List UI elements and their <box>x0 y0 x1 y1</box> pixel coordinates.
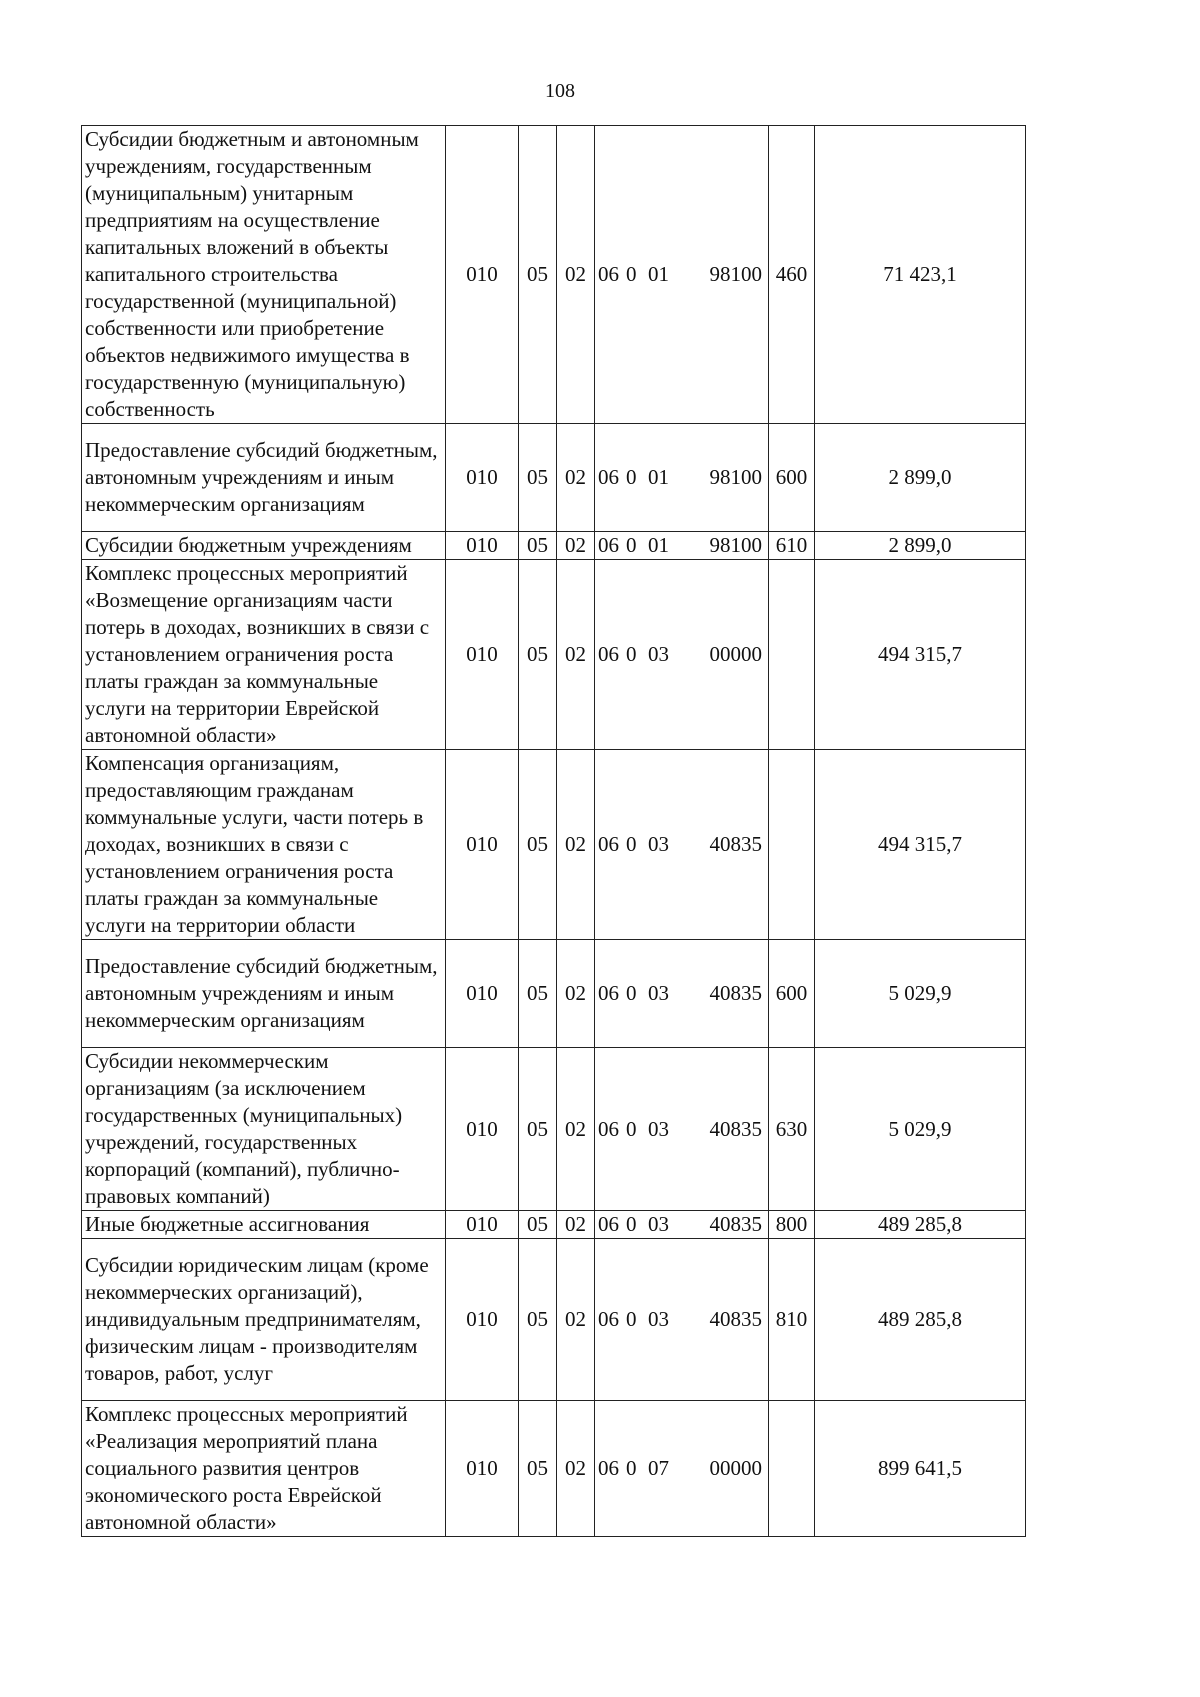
table-row <box>82 1239 1026 1401</box>
target-type-code: 0 <box>626 1212 637 1236</box>
table-row <box>82 1401 1026 1537</box>
subsection-code: 02 <box>557 424 595 532</box>
target-complex-code: 03 <box>648 832 669 856</box>
table-row <box>82 424 1026 532</box>
row-name: Субсидии некоммерческим организациям (за исключением государственных (муниципальных) учреждений, государственных корпораций (компаний), публично-правовых компаний) <box>82 1048 446 1211</box>
target-direction-code: 40835 <box>709 1307 762 1331</box>
target-complex-code: 03 <box>648 1212 669 1236</box>
ministry-code: 010 <box>446 1211 519 1239</box>
ministry-code: 010 <box>446 424 519 532</box>
row-name: Субсидии бюджетным учреждениям <box>82 532 446 560</box>
target-program-code: 06 <box>598 1307 619 1331</box>
table-row <box>82 126 1026 424</box>
target-article-code <box>595 750 769 940</box>
target-type-code: 0 <box>626 1116 637 1141</box>
row-name: Субсидии бюджетным и автономным учреждениям, государственным (муниципальным) унитарным предприятиям на осуществление капитальных вложений в объекты капитального строительства государственной (муниципальной) собственности или приобретение объектов недвижимого имущества в государственную (муниципальную) собственность <box>82 126 446 424</box>
row-name: Иные бюджетные ассигнования <box>82 1211 446 1239</box>
target-article-code <box>595 532 769 560</box>
expense-type-code: 630 <box>769 1048 815 1211</box>
subsection-code: 02 <box>557 1401 595 1537</box>
amount: 5 029,9 <box>815 940 1026 1048</box>
target-program-code: 06 <box>598 465 619 489</box>
target-program-code: 06 <box>598 1456 619 1480</box>
target-article-code <box>595 560 769 750</box>
target-complex-code: 01 <box>648 533 669 557</box>
subsection-code: 02 <box>557 1211 595 1239</box>
subsection-code: 02 <box>557 1048 595 1211</box>
section-code: 05 <box>519 940 557 1048</box>
row-name: Предоставление субсидий бюджетным, автономным учреждениям и иным некоммерческим организациям <box>82 424 446 532</box>
target-article-code <box>595 1239 769 1401</box>
target-type-code: 0 <box>626 465 637 489</box>
target-direction-code: 98100 <box>709 465 762 489</box>
section-code: 05 <box>519 126 557 424</box>
target-direction-code: 00000 <box>709 1456 762 1480</box>
target-complex-code: 03 <box>648 981 669 1005</box>
section-code: 05 <box>519 424 557 532</box>
subsection-code: 02 <box>557 750 595 940</box>
row-name: Субсидии юридическим лицам (кроме некоммерческих организаций), индивидуальным предпринимателям, физическим лицам - производителям товаров, работ, услуг <box>82 1239 446 1401</box>
row-name: Комплекс процессных мероприятий «Реализация мероприятий плана социального развития центров экономического роста Еврейской автономной области» <box>82 1401 446 1537</box>
target-type-code: 0 <box>626 1456 637 1480</box>
target-program-code: 06 <box>598 642 619 666</box>
target-program-code: 06 <box>598 981 619 1005</box>
amount: 489 285,8 <box>815 1211 1026 1239</box>
section-code: 05 <box>519 560 557 750</box>
target-type-code: 0 <box>626 981 637 1005</box>
expense-type-code: 800 <box>769 1211 815 1239</box>
expense-type-code: 600 <box>769 424 815 532</box>
target-article-code <box>595 940 769 1048</box>
amount: 494 315,7 <box>815 750 1026 940</box>
target-program-code: 06 <box>598 533 619 557</box>
subsection-code: 02 <box>557 532 595 560</box>
ministry-code: 010 <box>446 1048 519 1211</box>
target-program-code: 06 <box>598 1212 619 1236</box>
ministry-code: 010 <box>446 1239 519 1401</box>
section-code: 05 <box>519 532 557 560</box>
row-name: Компенсация организациям, предоставляющим гражданам коммунальные услуги, части потерь в доходах, возникших в связи с установлением ограничения роста платы граждан за коммунальные услуги на территории области <box>82 750 446 940</box>
target-program-code: 06 <box>598 262 619 286</box>
target-article-code <box>595 424 769 532</box>
target-type-code: 0 <box>626 533 637 557</box>
target-complex-code: 03 <box>648 1307 669 1331</box>
ministry-code: 010 <box>446 1401 519 1537</box>
amount: 2 899,0 <box>815 424 1026 532</box>
amount: 5 029,9 <box>815 1048 1026 1211</box>
target-article-code <box>595 126 769 424</box>
target-program-code: 06 <box>598 1116 619 1141</box>
subsection-code: 02 <box>557 126 595 424</box>
table-row <box>82 532 1026 560</box>
target-article-code <box>595 1048 769 1211</box>
row-name: Предоставление субсидий бюджетным, автономным учреждениям и иным некоммерческим организациям <box>82 940 446 1048</box>
expense-type-code <box>769 1401 815 1537</box>
expense-type-code: 460 <box>769 126 815 424</box>
amount: 489 285,8 <box>815 1239 1026 1401</box>
budget-table-body <box>82 126 1026 1537</box>
section-code: 05 <box>519 1239 557 1401</box>
amount: 2 899,0 <box>815 532 1026 560</box>
table-row <box>82 1048 1026 1211</box>
section-code: 05 <box>519 750 557 940</box>
amount: 494 315,7 <box>815 560 1026 750</box>
target-program-code: 06 <box>598 832 619 856</box>
table-row <box>82 1211 1026 1239</box>
target-type-code: 0 <box>626 1307 637 1331</box>
target-article-code <box>595 1211 769 1239</box>
target-article-code <box>595 1401 769 1537</box>
target-type-code: 0 <box>626 642 637 666</box>
ministry-code: 010 <box>446 126 519 424</box>
row-name: Комплекс процессных мероприятий «Возмещение организациям части потерь в доходах, возникших в связи с установлением ограничения роста платы граждан за коммунальные услуги на территории Еврейской автономной области» <box>82 560 446 750</box>
subsection-code: 02 <box>557 1239 595 1401</box>
ministry-code: 010 <box>446 532 519 560</box>
budget-table <box>81 125 1026 1537</box>
ministry-code: 010 <box>446 940 519 1048</box>
section-code: 05 <box>519 1401 557 1537</box>
target-direction-code: 40835 <box>709 1116 762 1141</box>
target-direction-code: 40835 <box>709 981 762 1005</box>
ministry-code: 010 <box>446 560 519 750</box>
target-complex-code: 03 <box>648 1116 669 1141</box>
section-code: 05 <box>519 1211 557 1239</box>
section-code: 05 <box>519 1048 557 1211</box>
target-type-code: 0 <box>626 832 637 856</box>
target-complex-code: 01 <box>648 465 669 489</box>
table-row <box>82 750 1026 940</box>
target-direction-code: 00000 <box>709 642 762 666</box>
subsection-code: 02 <box>557 940 595 1048</box>
target-direction-code: 40835 <box>709 832 762 856</box>
target-direction-code: 98100 <box>709 262 762 286</box>
subsection-code: 02 <box>557 560 595 750</box>
expense-type-code: 610 <box>769 532 815 560</box>
ministry-code: 010 <box>446 750 519 940</box>
expense-type-code: 810 <box>769 1239 815 1401</box>
amount: 899 641,5 <box>815 1401 1026 1537</box>
target-type-code: 0 <box>626 262 637 286</box>
target-direction-code: 40835 <box>709 1212 762 1236</box>
target-complex-code: 07 <box>648 1456 669 1480</box>
table-row <box>82 940 1026 1048</box>
expense-type-code <box>769 560 815 750</box>
expense-type-code: 600 <box>769 940 815 1048</box>
expense-type-code <box>769 750 815 940</box>
target-complex-code: 03 <box>648 642 669 666</box>
target-direction-code: 98100 <box>709 533 762 557</box>
amount: 71 423,1 <box>815 126 1026 424</box>
target-complex-code: 01 <box>648 262 669 286</box>
table-row <box>82 560 1026 750</box>
page-number: 108 <box>545 80 575 102</box>
